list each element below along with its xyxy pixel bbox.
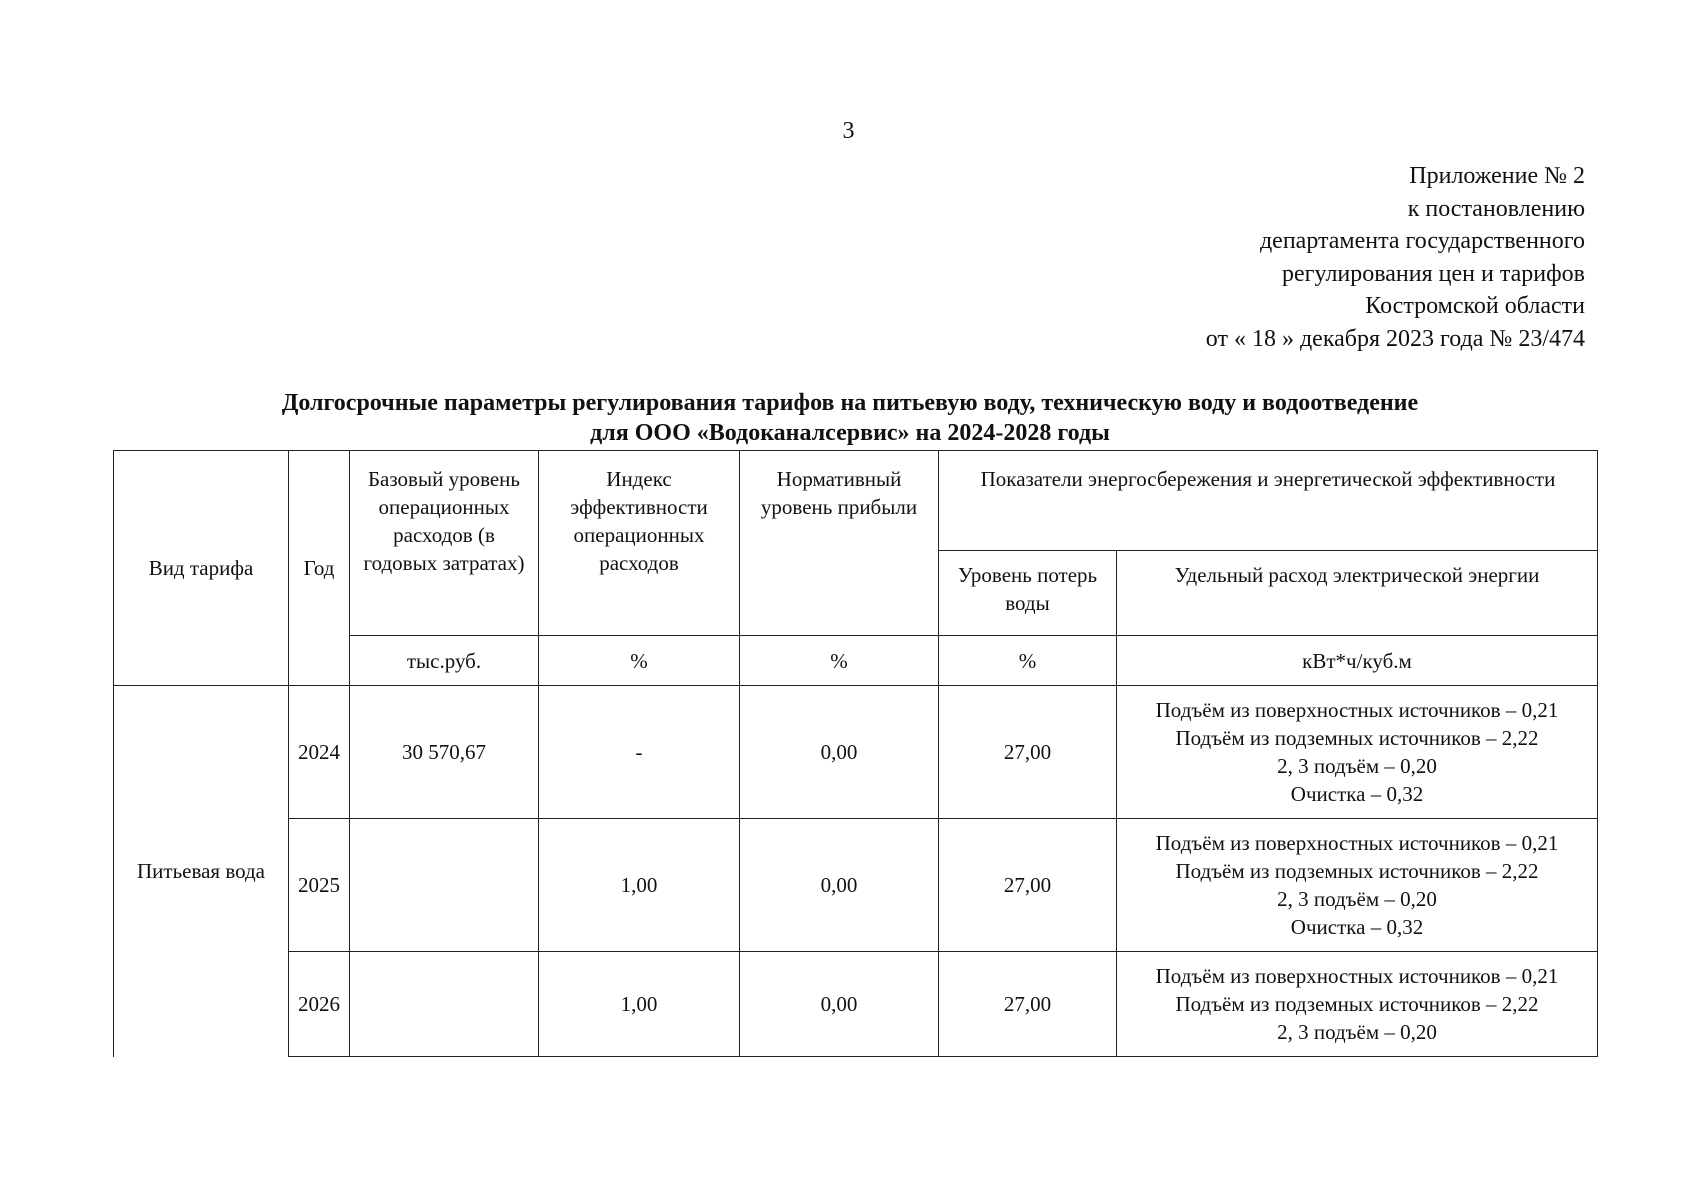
year-cell: 2024 [289, 686, 350, 819]
water-loss-cell: 27,00 [939, 686, 1117, 819]
electricity-line: 2, 3 подъём – 0,20 [1277, 887, 1437, 911]
profit-level-cell: 0,00 [740, 686, 939, 819]
appendix-block [1206, 160, 1585, 355]
appendix-line: Костромской области [1365, 293, 1585, 319]
header-energy-group: Показатели энергосбережения и энергетической эффективности [939, 451, 1598, 551]
profit-level-cell: 0,00 [740, 952, 939, 1057]
table-row [114, 686, 1598, 819]
tariff-type-cell: Питьевая вода [114, 686, 289, 1057]
base-opex-cell: 30 570,67 [350, 686, 539, 819]
table-row [114, 952, 1598, 1057]
appendix-line: регулирования цен и тарифов [1282, 260, 1585, 287]
header-water-loss: Уровень потерь воды [939, 551, 1117, 636]
unit-electricity: кВт*ч/куб.м [1117, 636, 1598, 686]
appendix-line: Приложение № 2 [1409, 163, 1585, 189]
title-line-2: для ООО «Водоканалсервис» на 2024-2028 годы [590, 420, 1110, 446]
electricity-line: Подъём из подземных источников – 2,22 [1175, 992, 1539, 1016]
efficiency-index-cell: - [539, 686, 740, 819]
table-row [114, 819, 1598, 952]
electricity-cell [1117, 952, 1598, 1057]
electricity-line: Подъём из подземных источников – 2,22 [1175, 726, 1539, 750]
appendix-line: от « 18 » декабря 2023 года № 23/474 [1205, 325, 1585, 352]
header-electricity: Удельный расход электрической энергии [1117, 551, 1598, 636]
header-efficiency-index: Индекс эффективности операционных расходов [539, 451, 740, 636]
electricity-line: Подъём из поверхностных источников – 0,21 [1155, 698, 1559, 722]
header-tariff-type: Вид тарифа [114, 451, 289, 686]
electricity-line: 2, 3 подъём – 0,20 [1277, 1020, 1437, 1044]
unit-base-opex: тыс.руб. [350, 636, 539, 686]
base-opex-cell [350, 952, 539, 1057]
electricity-cell [1117, 819, 1598, 952]
unit-profit-level: % [740, 636, 939, 686]
header-profit-level: Нормативный уровень прибыли [740, 451, 939, 636]
header-year: Год [289, 451, 350, 686]
electricity-cell [1117, 686, 1598, 819]
unit-efficiency-index: % [539, 636, 740, 686]
electricity-line: Подъём из поверхностных источников – 0,21 [1155, 831, 1559, 855]
electricity-line: Очистка – 0,32 [1290, 782, 1424, 806]
document-title [100, 388, 1600, 448]
efficiency-index-cell: 1,00 [539, 952, 740, 1057]
water-loss-cell: 27,00 [939, 952, 1117, 1057]
efficiency-index-cell: 1,00 [539, 819, 740, 952]
electricity-line: Очистка – 0,32 [1290, 915, 1424, 939]
header-base-opex: Базовый уровень операционных расходов (в годовых затратах) [350, 451, 539, 636]
title-line-1: Долгосрочные параметры регулирования тарифов на питьевую воду, техническую воду и водоотведение [281, 390, 1419, 416]
appendix-line: к постановлению [1407, 195, 1585, 222]
profit-level-cell: 0,00 [740, 819, 939, 952]
electricity-line: Подъём из поверхностных источников – 0,21 [1155, 964, 1559, 988]
tariff-parameters-table [113, 450, 1598, 1057]
water-loss-cell: 27,00 [939, 819, 1117, 952]
electricity-line: Подъём из подземных источников – 2,22 [1175, 859, 1539, 883]
electricity-line: 2, 3 подъём – 0,20 [1277, 754, 1437, 778]
base-opex-cell [350, 819, 539, 952]
page-number: 3 [842, 118, 855, 144]
year-cell: 2025 [289, 819, 350, 952]
appendix-line: департамента государственного [1259, 228, 1585, 254]
unit-water-loss: % [939, 636, 1117, 686]
year-cell: 2026 [289, 952, 350, 1057]
